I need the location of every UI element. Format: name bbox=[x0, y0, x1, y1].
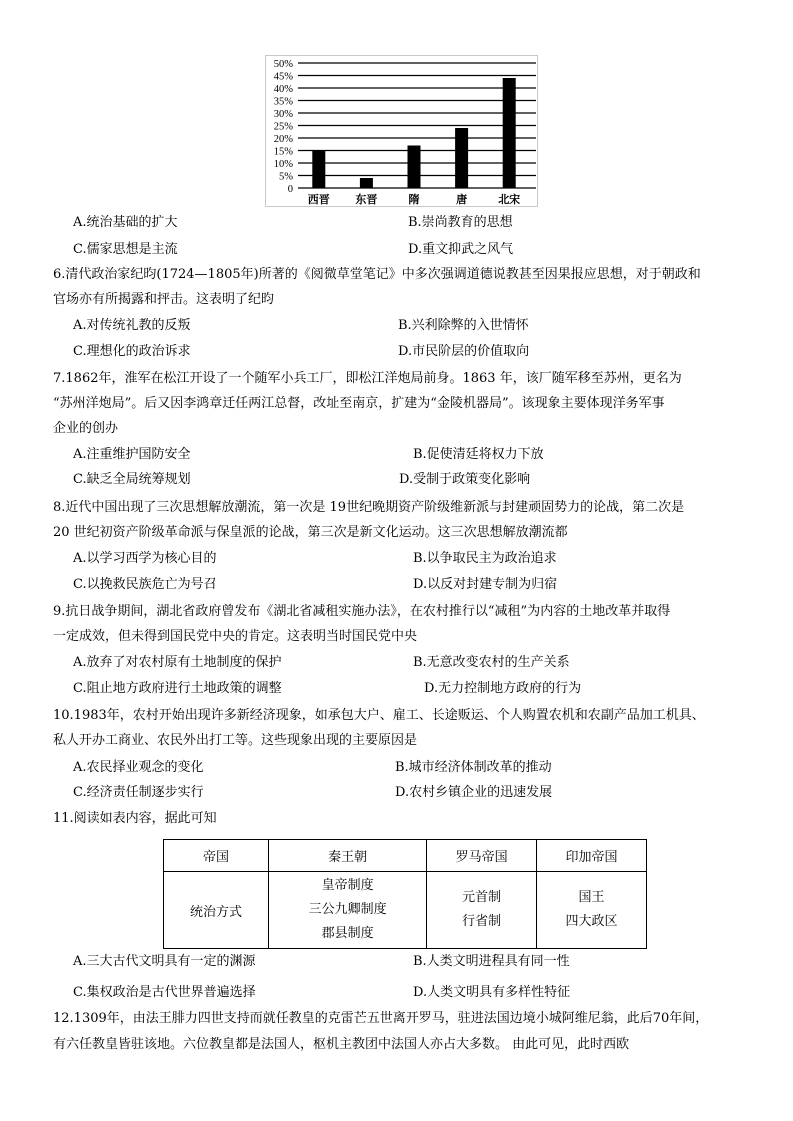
q5-option-a: A.统治基础的扩大 bbox=[73, 215, 178, 230]
q10-option-d: D.农村乡镇企业的迅速发展 bbox=[395, 785, 553, 800]
chart-frame bbox=[266, 56, 538, 207]
q10-stem-line-1: 10.1983年，农村开始出现许多新经济现象，如承包大户、雇工、长途贩运、个人购置农机和农副产品加工机具、 bbox=[53, 708, 705, 723]
q6-option-c: C.理想化的政治诉求 bbox=[73, 344, 191, 359]
q6-option-a: A.对传统礼教的反叛 bbox=[73, 318, 191, 333]
q11-header-rome: 罗马帝国 bbox=[427, 840, 537, 872]
q11-cell-qin bbox=[268, 872, 426, 949]
q11-option-c: C.集权政治是古代世界普遍选择 bbox=[73, 985, 256, 1000]
x-category-label: 隋 bbox=[408, 193, 420, 206]
q5-option-b: B.崇尚教育的思想 bbox=[408, 215, 513, 230]
q11-header-qin: 秦王朝 bbox=[268, 840, 426, 872]
bar-chart bbox=[265, 55, 538, 207]
q11-table-header-row bbox=[164, 840, 647, 872]
q11-stem: 11.阅读如表内容，据此可知 bbox=[53, 811, 217, 826]
q10-option-a: A.农民择业观念的变化 bbox=[73, 760, 204, 775]
q9-option-a: A.放弃了对农村原有土地制度的保护 bbox=[73, 655, 282, 670]
q6-option-b: B.兴利除弊的入世情怀 bbox=[398, 318, 529, 333]
q7-stem-line-3: 企业的创办 bbox=[53, 421, 119, 436]
q11-table-row bbox=[164, 872, 647, 949]
y-tick-label: 15% bbox=[273, 146, 293, 158]
q9-stem-line-2: 一定成效，但未得到国民党中央的肯定。这表明当时国民党中央 bbox=[53, 629, 418, 644]
q11-rome-item: 元首制 bbox=[462, 890, 502, 905]
y-tick-label: 25% bbox=[273, 121, 293, 133]
q10-option-b: B.城市经济体制改革的推动 bbox=[395, 760, 552, 775]
q11-inca-item: 国王 bbox=[578, 890, 605, 905]
q5-option-c: C.儒家思想是主流 bbox=[73, 242, 178, 257]
x-category-label: 西晋 bbox=[307, 193, 330, 206]
q11-option-d: D.人类文明具有多样性特征 bbox=[413, 985, 571, 1000]
q7-option-a: A.注重维护国防安全 bbox=[73, 447, 191, 462]
q12-stem-line-2: 有六任教皇皆驻该地。六位教皇都是法国人，枢机主教团中法国人亦占大多数。 由此可见，此时西欧 bbox=[53, 1037, 630, 1052]
y-tick-label: 45% bbox=[273, 71, 293, 83]
q8-option-d: D.以反对封建专制为归宿 bbox=[413, 577, 558, 592]
q7-option-b: B.促使清廷将权力下放 bbox=[413, 447, 544, 462]
y-tick-label: 5% bbox=[279, 171, 293, 183]
bar bbox=[360, 178, 373, 188]
bar bbox=[312, 151, 325, 189]
q11-rome-item: 行省制 bbox=[462, 914, 502, 929]
q12-stem-line-1: 12.1309年，由法王腓力四世支持而就任教皇的克雷芒五世离开罗马，驻进法国边境小城阿维尼翁，此后70年间， bbox=[53, 1011, 709, 1026]
x-category-label: 北宋 bbox=[498, 193, 521, 206]
q7-option-c: C.缺乏全局统筹规划 bbox=[73, 472, 191, 487]
q11-header-empire: 帝国 bbox=[164, 840, 269, 872]
q7-stem-line-1: 7.1862年，淮军在松江开设了一个随军小兵工厂，即松江洋炮局前身。1863 年，该厂随军移至苏州，更名为 bbox=[53, 371, 682, 386]
y-tick-label: 0 bbox=[287, 184, 293, 195]
y-tick-label: 10% bbox=[273, 159, 293, 170]
y-tick-label: 30% bbox=[273, 109, 293, 120]
q7-stem-line-2: “苏州洋炮局”。后又因李鸿章迁任两江总督，改址至南京，扩建为“金陵机器局”。该现象主要体现洋务军事 bbox=[53, 396, 665, 411]
q9-option-d: D.无力控制地方政府的行为 bbox=[424, 681, 582, 696]
q9-option-c: C.阻止地方政府进行土地政策的调整 bbox=[73, 681, 282, 696]
q11-qin-item: 三公九卿制度 bbox=[308, 902, 387, 917]
q11-option-a: A.三大古代文明具有一定的渊源 bbox=[73, 954, 256, 969]
x-category-label: 唐 bbox=[456, 193, 468, 206]
q11-option-b: B.人类文明进程具有同一性 bbox=[413, 954, 570, 969]
q7-option-d: D.受制于政策变化影响 bbox=[399, 472, 531, 487]
q8-stem-line-2: 20 世纪初资产阶级革命派与保皇派的论战，第三次是新文化运动。这三次思想解放潮流都 bbox=[53, 525, 568, 540]
x-category-label: 东晋 bbox=[355, 193, 378, 206]
q8-stem-line-1: 8.近代中国出现了三次思想解放潮流，第一次是 19世纪晚期资产阶级维新派与封建顽固势力的论战，第二次是 bbox=[53, 500, 685, 515]
q6-stem-line-1: 6.清代政治家纪昀(1724—1805年)所著的《阅微草堂笔记》中多次强调道德说教甚至因果报应思想，对于朝政和 bbox=[53, 267, 701, 282]
q8-option-c: C.以挽救民族危亡为号召 bbox=[73, 577, 217, 592]
q6-stem-line-2: 官场亦有所揭露和抨击。这表明了纪昀 bbox=[53, 292, 275, 307]
q11-header-inca: 印加帝国 bbox=[537, 840, 647, 872]
bar bbox=[408, 146, 421, 189]
q11-qin-item: 郡县制度 bbox=[321, 926, 374, 941]
q11-cell-inca bbox=[537, 872, 647, 949]
bar bbox=[455, 128, 468, 188]
q5-option-d: D.重文抑武之风气 bbox=[408, 242, 514, 257]
q9-option-b: B.无意改变农村的生产关系 bbox=[413, 655, 570, 670]
q11-qin-item: 皇帝制度 bbox=[321, 878, 374, 893]
bar bbox=[503, 78, 516, 188]
q11-cell-rome bbox=[427, 872, 537, 949]
q8-option-a: A.以学习西学为核心目的 bbox=[73, 551, 217, 566]
q11-inca-item: 四大政区 bbox=[565, 914, 618, 929]
q11-table bbox=[163, 839, 647, 949]
y-tick-label: 40% bbox=[273, 84, 293, 95]
q11-row-label: 统治方式 bbox=[164, 872, 269, 949]
q8-option-b: B.以争取民主为政治追求 bbox=[413, 551, 557, 566]
y-tick-label: 35% bbox=[273, 96, 293, 108]
q10-stem-line-2: 私人开办工商业、农民外出打工等。这些现象出现的主要原因是 bbox=[53, 733, 418, 748]
y-tick-label: 50% bbox=[273, 59, 293, 70]
bar-chart-svg bbox=[265, 55, 538, 207]
q6-option-d: D.市民阶层的价值取向 bbox=[398, 344, 530, 359]
y-tick-label: 20% bbox=[273, 134, 293, 145]
q10-option-c: C.经济责任制逐步实行 bbox=[73, 785, 204, 800]
q9-stem-line-1: 9.抗日战争期间，湖北省政府曾发布《湖北省减租实施办法》，在农村推行以“减租”为内容的土地改革并取得 bbox=[53, 604, 671, 619]
